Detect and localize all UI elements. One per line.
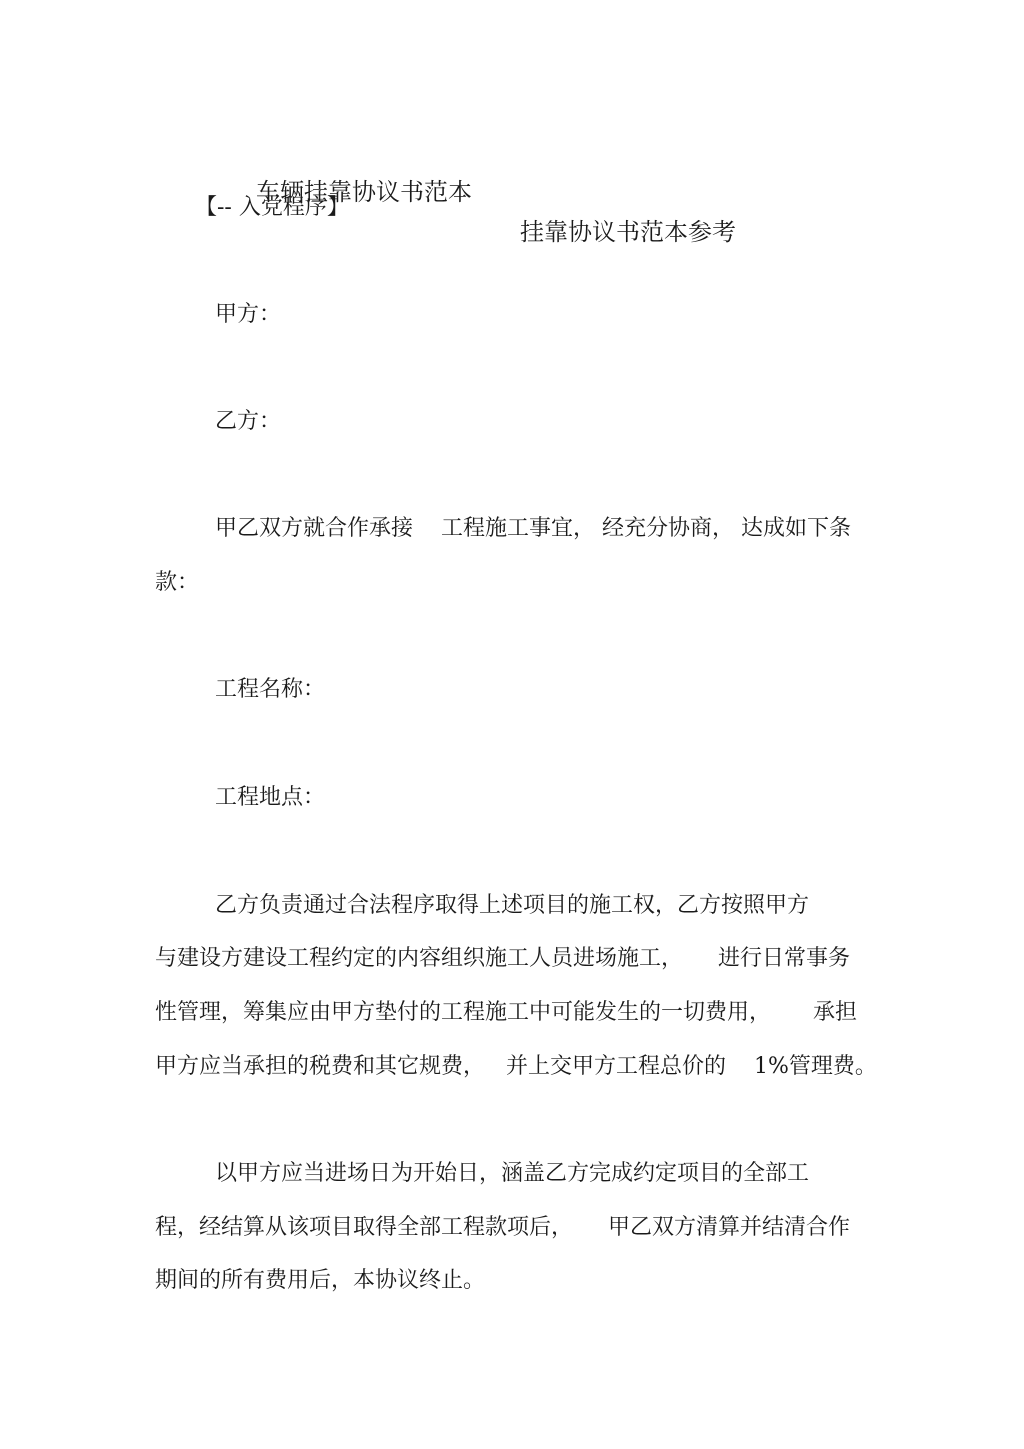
clause-1-line-2: 与建设方建设工程约定的内容组织施工人员进场施工， 进行日常事务 (155, 946, 850, 971)
clause-1-line-3: 性管理，筹集应由甲方垫付的工程施工中可能发生的一切费用， 承担 (155, 1000, 857, 1025)
party-a-label: 甲方： (215, 302, 282, 327)
document-subtitle: 【-- 入党程序】 (195, 195, 349, 220)
title-part-2: 挂靠协议书范本参考 (520, 218, 736, 246)
intro-line-1: 甲乙双方就合作承接 工程施工事宜， 经充分协商， 达成如下条 (215, 516, 851, 541)
clause-1-line-1: 乙方负责通过合法程序取得上述项目的施工权，乙方按照甲方 (215, 893, 810, 918)
party-b-label: 乙方： (215, 409, 282, 434)
project-name-label: 工程名称： (215, 677, 326, 702)
intro-line-2: 款： (155, 570, 200, 595)
clause-2-line-3: 期间的所有费用后，本协议终止。 (155, 1268, 486, 1293)
clause-1-line-4: 甲方应当承担的税费和其它规费， 并上交甲方工程总价的 1%管理费。 (155, 1054, 877, 1079)
title-part-1: 车辆挂靠协议书范本 (256, 178, 472, 206)
project-location-label: 工程地点： (215, 785, 326, 810)
clause-2-line-2: 程，经结算从该项目取得全部工程款项后， 甲乙双方清算并结清合作 (155, 1215, 850, 1240)
clause-2-line-1: 以甲方应当进场日为开始日，涵盖乙方完成约定项目的全部工 (215, 1161, 810, 1186)
